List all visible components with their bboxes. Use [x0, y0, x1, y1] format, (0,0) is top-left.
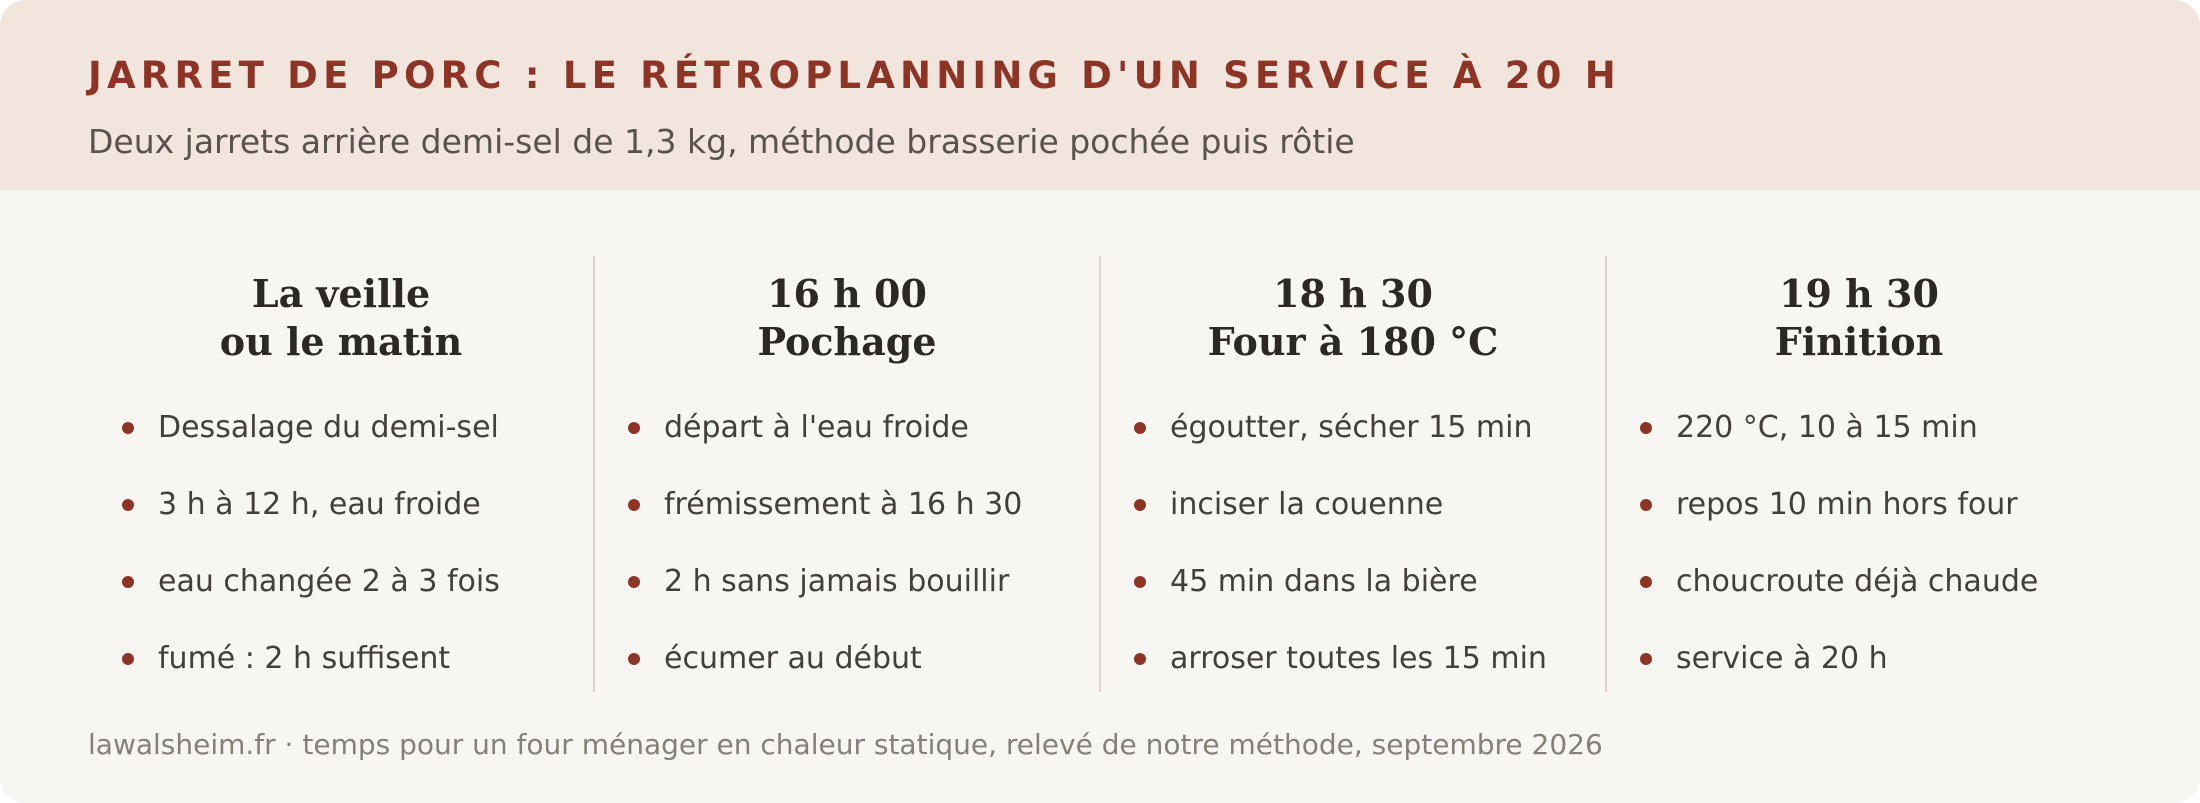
column-heading: [1606, 270, 2112, 366]
step-list: [594, 409, 1100, 717]
list-item-text: arroser toutes les 15 min: [1170, 641, 1547, 676]
list-item-text: écumer au début: [664, 641, 922, 676]
bullet-dot-icon: [122, 422, 134, 434]
list-item-text: 2 h sans jamais bouillir: [664, 564, 1010, 599]
list-item: [1100, 486, 1606, 563]
list-item: [1606, 486, 2112, 563]
source-footnote: lawalsheim.fr · temps pour un four ménager en chaleur statique, relevé de notre méthode, septembre 2026: [88, 728, 1603, 761]
list-item-text: choucroute déjà chaude: [1676, 564, 2039, 599]
bullet-dot-icon: [1134, 653, 1146, 665]
bullet-dot-icon: [628, 422, 640, 434]
bullet-dot-icon: [1640, 499, 1652, 511]
list-item: [1606, 409, 2112, 486]
list-item-text: repos 10 min hors four: [1676, 487, 2018, 522]
bullet-dot-icon: [628, 499, 640, 511]
column-heading-line2: Four à 180 °C: [1207, 319, 1499, 364]
bullet-dot-icon: [1640, 653, 1652, 665]
column-pochage: [594, 256, 1100, 692]
list-item-text: Dessalage du demi-sel: [158, 410, 499, 445]
list-item: [88, 563, 594, 640]
list-item: [88, 640, 594, 717]
bullet-dot-icon: [122, 499, 134, 511]
column-heading: [88, 270, 594, 366]
list-item: [594, 486, 1100, 563]
bullet-dot-icon: [1134, 499, 1146, 511]
list-item: [594, 409, 1100, 486]
column-heading-line1: 16 h 00: [767, 271, 927, 316]
list-item: [1100, 640, 1606, 717]
column-heading-line1: 18 h 30: [1273, 271, 1433, 316]
bullet-dot-icon: [1134, 576, 1146, 588]
column-heading: [594, 270, 1100, 366]
column-heading-line2: ou le matin: [219, 319, 463, 364]
column-finition: [1606, 256, 2112, 692]
step-list: [88, 409, 594, 717]
list-item-text: 45 min dans la bière: [1170, 564, 1478, 599]
bullet-dot-icon: [122, 653, 134, 665]
list-item-text: eau changée 2 à 3 fois: [158, 564, 500, 599]
step-list: [1606, 409, 2112, 717]
list-item-text: service à 20 h: [1676, 641, 1888, 676]
column-la-veille: [88, 256, 594, 692]
list-item: [1100, 409, 1606, 486]
list-item-text: 220 °C, 10 à 15 min: [1676, 410, 1978, 445]
column-heading-line1: La veille: [251, 271, 431, 316]
list-item: [594, 563, 1100, 640]
bullet-dot-icon: [1640, 422, 1652, 434]
column-divider: [593, 256, 595, 692]
column-heading-line2: Finition: [1774, 319, 1944, 364]
page-title: JARRET DE PORC : LE RÉTROPLANNING D'UN SERVICE À 20 H: [88, 54, 1621, 97]
timeline-columns: [88, 256, 2112, 692]
column-heading-line2: Pochage: [757, 319, 937, 364]
column-four: [1100, 256, 1606, 692]
list-item-text: frémissement à 16 h 30: [664, 487, 1023, 522]
list-item-text: fumé : 2 h suffisent: [158, 641, 451, 676]
list-item-text: départ à l'eau froide: [664, 410, 969, 445]
list-item-text: 3 h à 12 h, eau froide: [158, 487, 481, 522]
column-heading: [1100, 270, 1606, 366]
column-divider: [1099, 256, 1101, 692]
column-divider: [1605, 256, 1607, 692]
list-item-text: égoutter, sécher 15 min: [1170, 410, 1533, 445]
list-item: [88, 486, 594, 563]
list-item: [88, 409, 594, 486]
column-heading-line1: 19 h 30: [1779, 271, 1939, 316]
bullet-dot-icon: [1640, 576, 1652, 588]
page-subtitle: Deux jarrets arrière demi-sel de 1,3 kg, méthode brasserie pochée puis rôtie: [88, 122, 1355, 161]
list-item-text: inciser la couenne: [1170, 487, 1444, 522]
bullet-dot-icon: [122, 576, 134, 588]
bullet-dot-icon: [628, 653, 640, 665]
bullet-dot-icon: [628, 576, 640, 588]
step-list: [1100, 409, 1606, 717]
list-item: [1100, 563, 1606, 640]
list-item: [1606, 563, 2112, 640]
header-band: [0, 0, 2200, 190]
bullet-dot-icon: [1134, 422, 1146, 434]
list-item: [1606, 640, 2112, 717]
list-item: [594, 640, 1100, 717]
